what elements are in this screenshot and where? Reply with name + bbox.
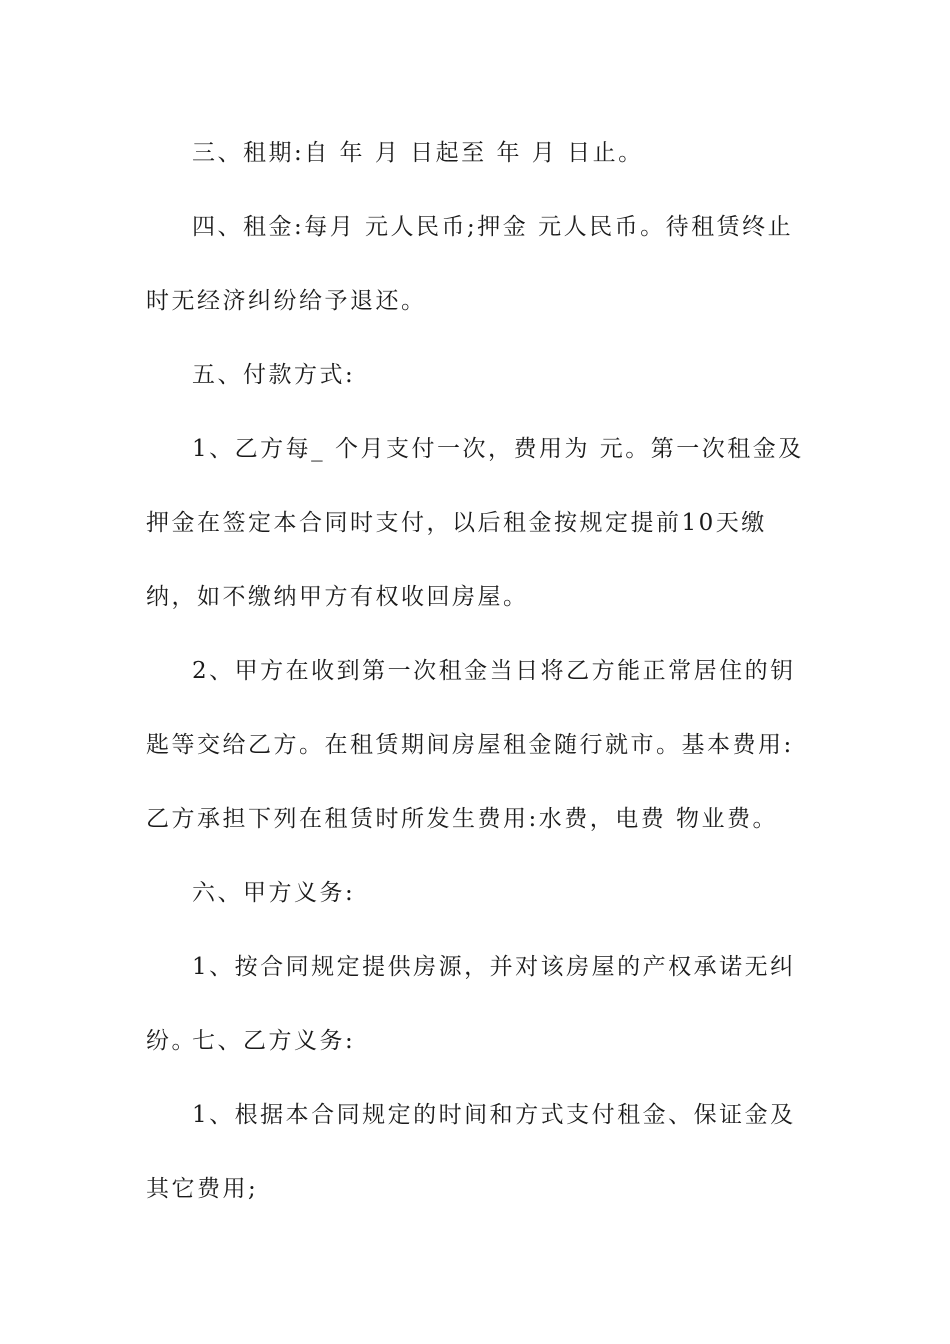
clause-5-item-1: 1、乙方每_ 个月支付一次，费用为 元。第一次租金及押金在签定本合同时支付，以后租金按规定提前10天缴纳，如不缴纳甲方有权收回房屋。 bbox=[146, 436, 804, 610]
clause-4-rent: 四、租金:每月 元人民币;押金 元人民币。待租赁终止时无经济纠纷给予退还。 bbox=[146, 214, 794, 314]
clause-6-item-1: 1、按合同规定提供房源，并对该房屋的产权承诺无纠纷。 bbox=[146, 954, 796, 1054]
clause-6-heading: 六、甲方义务: bbox=[192, 880, 356, 906]
clause-5-payment-heading: 五、付款方式: bbox=[192, 362, 356, 388]
clause-5-item-2: 2、甲方在收到第一次租金当日将乙方能正常居住的钥匙等交给乙方。在租赁期间房屋租金随行就市。基本费用:乙方承担下列在租赁时所发生费用:水费，电费 物业费。 bbox=[146, 658, 796, 832]
clause-7-item-1: 1、根据本合同规定的时间和方式支付租金、保证金及其它费用; bbox=[146, 1102, 796, 1202]
clause-7-heading: 七、乙方义务: bbox=[192, 1028, 356, 1054]
clause-3-lease-term: 三、租期:自 年 月 日起至 年 月 日止。 bbox=[192, 140, 644, 166]
